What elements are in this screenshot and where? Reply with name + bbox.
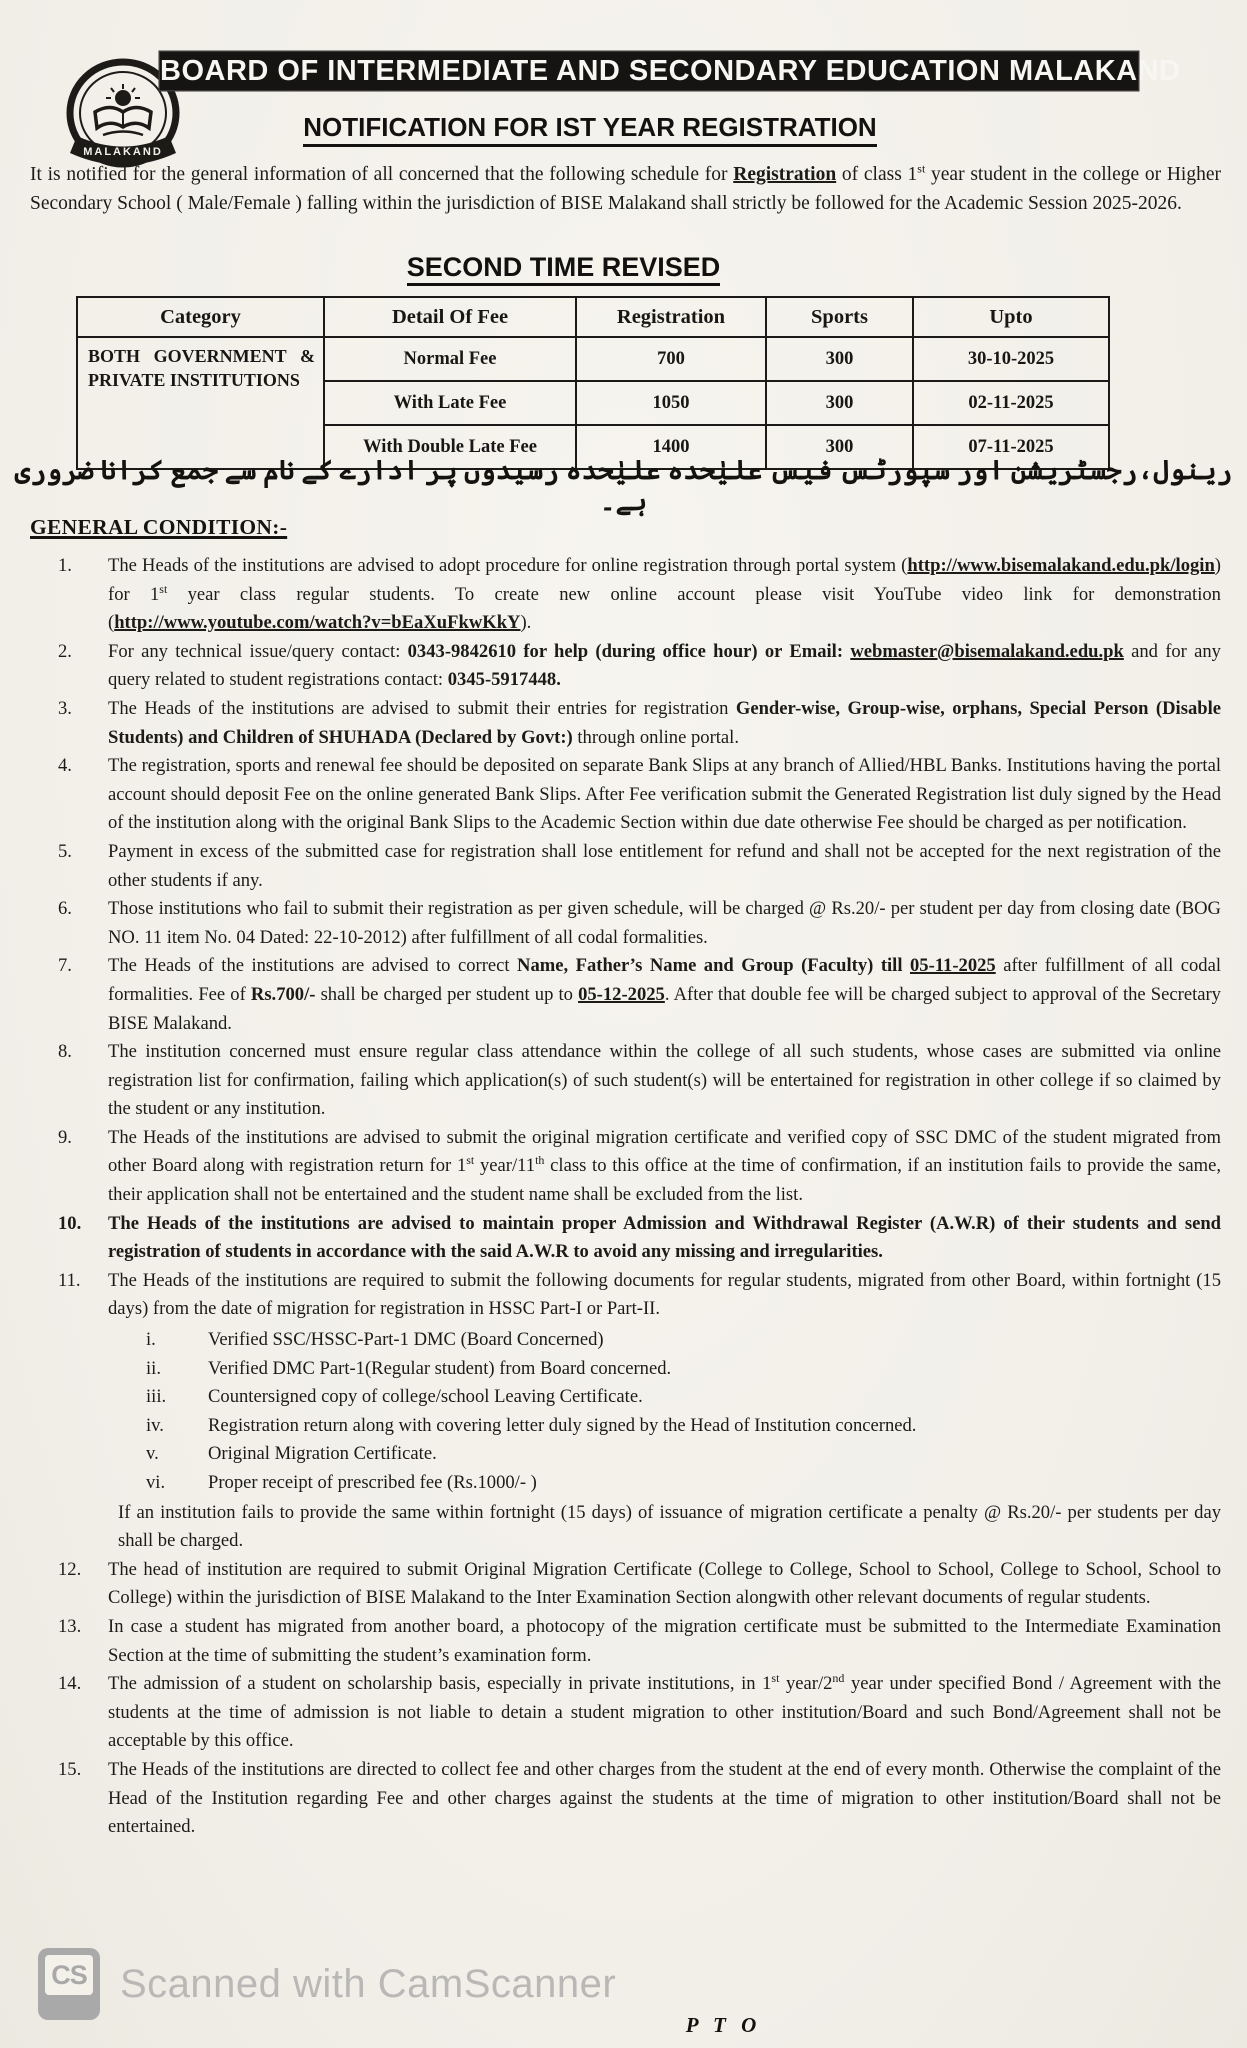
- revised-heading-text: SECOND TIME REVISED: [407, 252, 721, 286]
- pto-label: P T O: [685, 2013, 762, 2037]
- document-item: [146, 1469, 1221, 1498]
- condition-item: [58, 952, 1221, 1038]
- condition-text: The institution concerned must ensure regular class attendance within the college of all such students, whose cases are submitted via online registration list for confirmation, failing which application(s) of such student(s) will be entertained for registration in other college if so claimed by the student or any institution.: [108, 1041, 1221, 1120]
- document-number: iii.: [146, 1386, 167, 1408]
- condition-text: The Heads of the institutions are advised to submit the original migration certificate and verified copy of SSC DMC of the student migrated from other Board along with registration return for 1st year/11th class to this office at the time of confirmation, if an institution fails to provide the same, their application shall not be entertained and the student name shall be excluded from the list.: [108, 1126, 1221, 1206]
- document-text: Registration return along with covering letter duly signed by the Head of Institution concerned.: [208, 1414, 917, 1436]
- document-text: Verified SSC/HSSC-Part-1 DMC (Board Concerned): [208, 1329, 604, 1351]
- document-item: [146, 1326, 1221, 1355]
- document-number: i.: [146, 1329, 156, 1351]
- condition-text: The Heads of the institutions are advised to maintain proper Admission and Withdrawal Register (A.W.R) of their students and send registration of students in accordance with the said A.W.R to avoid any missing and irregularities.: [108, 1212, 1221, 1263]
- condition-item: [58, 895, 1221, 952]
- document-number: iv.: [146, 1414, 164, 1436]
- general-condition-heading: GENERAL CONDITION:-: [30, 515, 288, 539]
- condition-text: The Heads of the institutions are advised to submit their entries for registration Gender-wise, Group-wise, orphans, Special Person (Disable Students) and Children of SHUHADA (Declared by Govt:) through online portal.: [108, 697, 1222, 748]
- col-header-category: Category: [77, 297, 324, 337]
- condition-item: [58, 838, 1221, 895]
- registration-cell: 1400: [576, 425, 766, 469]
- condition-text-lead: The Heads of the institutions are required to submit the following documents for regular students, migrated from other Board, within fortnight (15 days) from the date of migration for registration in HSSC Part-I or Part-II.: [108, 1269, 1221, 1320]
- fee-schedule-table: [76, 296, 1110, 470]
- document-item: [146, 1355, 1221, 1384]
- document-number: ii.: [146, 1357, 161, 1379]
- col-header-upto: Upto: [913, 297, 1109, 337]
- condition-number: 10.: [58, 1212, 82, 1234]
- condition-text: The Heads of the institutions are advised to adopt procedure for online registration through portal system (http://www.bisemalakand.edu.pk/login) for 1st year class regular students. To create new online account please visit YouTube video link for demonstration (http://www.youtube.com/watch?v=bEaXuFkwKkY).: [108, 555, 1221, 634]
- condition-number: 1.: [58, 555, 72, 576]
- condition-text: For any technical issue/query contact: 0343-9842610 for help (during office hour) or Email: webmaster@bisemalakand.edu.pk and for any query related to student registrations contact: 0345-5917448.: [108, 640, 1221, 691]
- condition-number: 7.: [58, 955, 72, 977]
- fee-table-header-row: [77, 297, 1109, 337]
- condition-item: [58, 1210, 1221, 1267]
- condition-number: 12.: [58, 1558, 82, 1580]
- condition-item: [58, 1756, 1221, 1842]
- condition-item: [58, 552, 1221, 638]
- condition-item: [58, 695, 1221, 752]
- condition-number: 8.: [58, 1041, 72, 1063]
- condition-text: The admission of a student on scholarship basis, especially in private institutions, in 1st year/2nd year under specified Bond / Agreement with the students at the time of admission is not liable to detain a student migration to other institution/Board and such Bond/Agreement shall not be acceptable by this office.: [108, 1670, 1221, 1752]
- condition-text: In case a student has migrated from another board, a photocopy of the migration certificate must be submitted to the Intermediate Examination Section at the time of submitting the student’s examination form.: [108, 1615, 1221, 1666]
- camscanner-logo-letters: CS: [45, 1955, 93, 1995]
- condition-item: [58, 1038, 1221, 1124]
- seal-ribbon-label: MALAKAND: [83, 146, 163, 158]
- general-conditions-list: [0, 552, 1221, 1842]
- detail-cell: Normal Fee: [324, 337, 576, 381]
- condition-text: The Heads of the institutions are directed to collect fee and other charges from the student at the end of every month. Otherwise the complaint of the Head of the Institution regarding Fee and other charges against the students at the time of migration to other institution/Board shall not be entertained.: [108, 1758, 1221, 1838]
- registration-cell: 1050: [576, 381, 766, 425]
- document-number: vi.: [146, 1472, 166, 1493]
- intro-paragraph: It is notified for the general information of all concerned that the following schedule for Registration of class 1st year student in the college or Higher Secondary School ( Male/Female ) falling within the jurisdiction of BISE Malakand shall strictly be followed for the Academic Session 2025-2026.: [30, 161, 1221, 214]
- condition-number: 11.: [58, 1269, 81, 1291]
- condition-number: 15.: [58, 1758, 82, 1780]
- document-item: [146, 1412, 1221, 1441]
- col-header-detail: Detail Of Fee: [324, 297, 576, 337]
- condition-text: The Heads of the institutions are advised to correct Name, Father’s Name and Group (Faculty) till 05-11-2025 after fulfillment of all codal formalities. Fee of Rs.700/- shall be charged per student up to 05-12-2025. After that double fee will be charged subject to approval of the Secretary BISE Malakand.: [108, 955, 1221, 1034]
- sports-cell: 300: [766, 381, 913, 425]
- condition-item: [58, 1613, 1221, 1670]
- urdu-note: رینول،رجسٹریشن اور سپورٹس فیس علیٰحدہ علیٰحدہ رسیدوں پر ادارے کے نام سے جمع کرانا ضروری ہے۔: [14, 455, 1233, 516]
- detail-cell: With Late Fee: [324, 381, 576, 425]
- revised-heading: [0, 252, 1127, 283]
- condition-item: [58, 752, 1221, 838]
- document-text: Verified DMC Part-1(Regular student) from Board concerned.: [208, 1357, 672, 1379]
- condition-item: [58, 1670, 1221, 1756]
- camscanner-label: Scanned with CamScanner: [120, 1961, 617, 2006]
- condition-text: The registration, sports and renewal fee should be deposited on separate Bank Slips at any branch of Allied/HBL Banks. Institutions having the portal account should deposit Fee on the online generated Bank Slips. After Fee verification submit the Generated Registration list duly signed by the Head of the institution along with the original Bank Slips to the Academic Section within due date otherwise Fee should be charged as per notification.: [108, 755, 1221, 834]
- upto-cell: 07-11-2025: [913, 425, 1109, 469]
- col-header-registration: Registration: [576, 297, 766, 337]
- condition-number: 14.: [58, 1673, 82, 1695]
- camscanner-logo-icon: [38, 1948, 100, 2020]
- condition-text: Payment in excess of the submitted case for registration shall lose entitlement for refund and shall not be accepted for the next registration of the other students if any.: [108, 840, 1221, 891]
- condition-number: 13.: [58, 1615, 82, 1637]
- document-number: v.: [146, 1443, 159, 1465]
- detail-cell: With Double Late Fee: [324, 425, 576, 469]
- condition-item: [58, 1124, 1221, 1210]
- fee-table-row: [77, 337, 1109, 381]
- document-item: [146, 1440, 1221, 1469]
- board-title-banner: BOARD OF INTERMEDIATE AND SECONDARY EDUCATION MALAKAND: [160, 52, 1138, 90]
- condition-number: 6.: [58, 898, 72, 920]
- condition-text: The head of institution are required to submit Original Migration Certificate (College to College, School to School, College to School, School to College) within the jurisdiction of BISE Malakand to the Inter Examination Section alongwith other relevant documents of regular students.: [108, 1558, 1221, 1609]
- condition-continuation: If an institution fails to provide the same within fortnight (15 days) of issuance of migration certificate a penalty @ Rs.20/- per students per day shall be charged.: [118, 1501, 1221, 1552]
- condition-number: 3.: [58, 697, 72, 719]
- condition-item: [58, 1267, 1221, 1556]
- upto-cell: 30-10-2025: [913, 337, 1109, 381]
- document-text: Proper receipt of prescribed fee (Rs.1000/- ): [208, 1472, 537, 1493]
- col-header-sports: Sports: [766, 297, 913, 337]
- condition-text: [108, 1267, 1221, 1556]
- condition-number: 4.: [58, 755, 72, 777]
- condition-text: Those institutions who fail to submit their registration as per given schedule, will be charged @ Rs.20/- per student per day from closing date (BOG NO. 11 item No. 04 Dated: 22-10-2012) after fulfillment of all codal formalities.: [108, 898, 1221, 948]
- condition-number: 9.: [58, 1126, 72, 1148]
- condition-item: [58, 1556, 1221, 1613]
- document-item: [146, 1383, 1221, 1412]
- required-documents-list: [108, 1326, 1221, 1498]
- document-text: Original Migration Certificate.: [208, 1443, 437, 1465]
- upto-cell: 02-11-2025: [913, 381, 1109, 425]
- registration-cell: 700: [576, 337, 766, 381]
- condition-number: 2.: [58, 640, 72, 662]
- notification-title-text: NOTIFICATION FOR IST YEAR REGISTRATION: [303, 112, 876, 147]
- notification-title: [0, 112, 1180, 143]
- condition-number: 5.: [58, 840, 72, 862]
- sports-cell: 300: [766, 337, 913, 381]
- condition-item: [58, 638, 1221, 695]
- sports-cell: 300: [766, 425, 913, 469]
- document-text: Countersigned copy of college/school Leaving Certificate.: [208, 1386, 643, 1408]
- camscanner-watermark: [38, 1948, 616, 2020]
- category-cell: BOTH GOVERNMENT & PRIVATE INSTITUTIONS: [77, 337, 324, 469]
